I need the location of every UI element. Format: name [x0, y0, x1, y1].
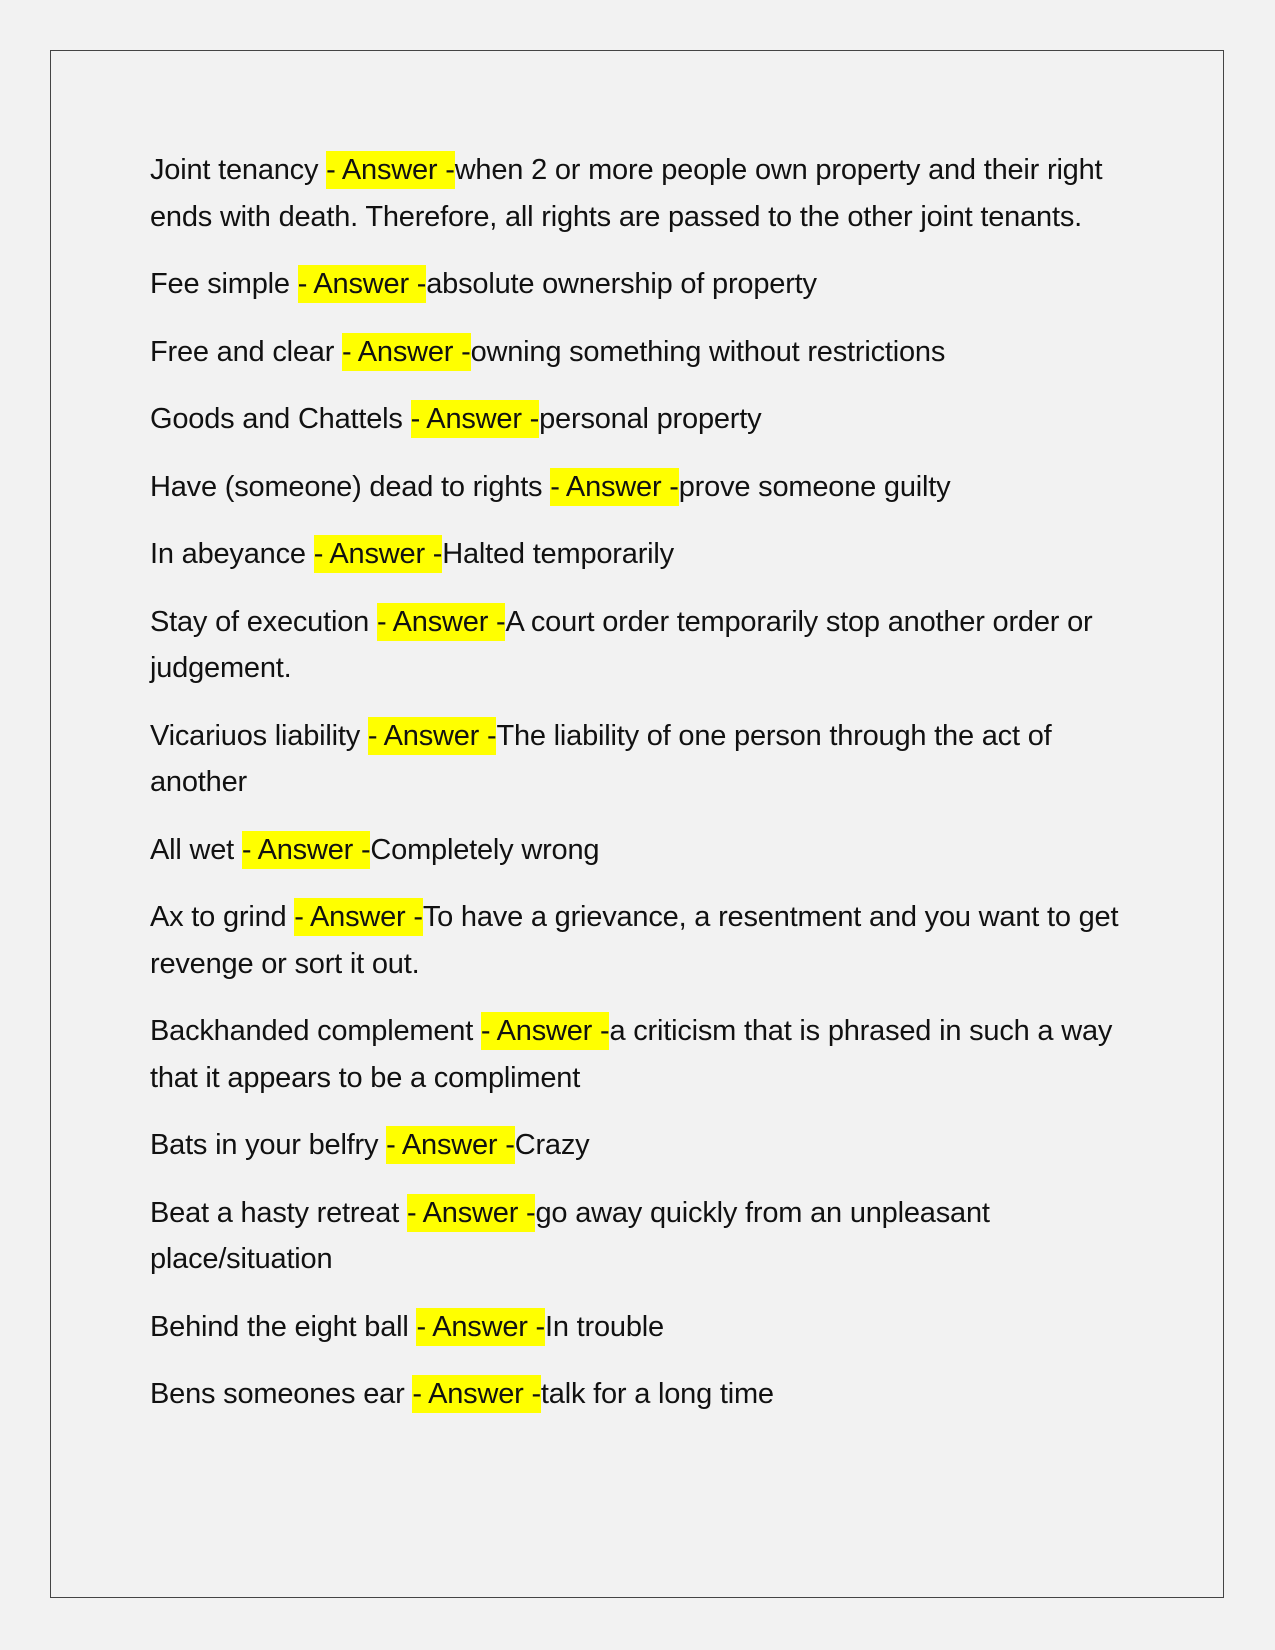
- entry: [150, 147, 1130, 240]
- entry-definition: owning something without restrictions: [470, 335, 946, 368]
- entry: [150, 827, 1130, 874]
- entry-term: In abeyance: [150, 538, 306, 570]
- entry: [150, 599, 1130, 692]
- answer-separator: - Answer -: [481, 1012, 610, 1050]
- entry: [150, 1008, 1130, 1101]
- answer-separator: - Answer -: [411, 400, 540, 438]
- entry-definition: In trouble: [545, 1310, 664, 1343]
- entry-definition: a criticism that is phrased in such a way that it appears to be a compliment: [150, 1015, 1113, 1094]
- entry-term: Goods and Chattels: [150, 403, 403, 435]
- answer-separator: - Answer -: [294, 898, 423, 936]
- entry-definition: talk for a long time: [540, 1378, 774, 1410]
- entry: [150, 1122, 1130, 1169]
- entry: [150, 261, 1130, 308]
- entry-term: All wet: [150, 833, 235, 866]
- entry-term: Joint tenancy: [150, 154, 319, 186]
- entry-definition: personal property: [539, 403, 762, 435]
- entry-definition: Halted temporarily: [442, 538, 674, 570]
- entry-term: Bens someones ear: [150, 1378, 405, 1410]
- entry-term: Backhanded complement: [150, 1015, 474, 1047]
- answer-separator: - Answer -: [377, 603, 506, 641]
- entry: [150, 329, 1130, 376]
- answer-separator: - Answer -: [342, 333, 471, 371]
- entry-term: Free and clear: [150, 335, 335, 368]
- entry-term: Bats in your belfry: [150, 1129, 379, 1161]
- entry-definition: go away quickly from an unpleasant place/situation: [150, 1196, 990, 1275]
- entry-definition: absolute ownership of property: [426, 268, 817, 300]
- entry-definition: prove someone guilty: [678, 470, 951, 503]
- entry: [150, 1190, 1130, 1283]
- entry-term: Beat a hasty retreat: [150, 1196, 400, 1229]
- entry-term: Ax to grind: [150, 901, 287, 933]
- entry-term: Have (someone) dead to rights: [150, 470, 543, 503]
- answer-separator: - Answer -: [550, 468, 679, 506]
- entry: [150, 1304, 1130, 1351]
- entry: [150, 713, 1130, 806]
- entry: [150, 531, 1130, 578]
- answer-separator: - Answer -: [386, 1126, 515, 1164]
- entry-definition: Crazy: [514, 1129, 590, 1161]
- entry-term: Stay of execution: [150, 605, 370, 638]
- entry-definition: Completely wrong: [370, 833, 600, 866]
- entry-definition: A court order temporarily stop another order or judgement.: [150, 605, 1093, 684]
- entry-term: Behind the eight ball: [150, 1310, 409, 1343]
- entry-definition: The liability of one person through the act of another: [150, 719, 1052, 798]
- entry: [150, 396, 1130, 443]
- entry: [150, 894, 1130, 987]
- flashcard-list: [150, 147, 1130, 1439]
- answer-separator: - Answer -: [416, 1308, 545, 1346]
- entry-term: Vicariuos liability: [150, 719, 361, 752]
- entry-term: Fee simple: [150, 268, 290, 300]
- entry: [150, 464, 1130, 511]
- entry-definition: To have a grievance, a resentment and you want to get revenge or sort it out.: [150, 901, 1119, 980]
- answer-separator: - Answer -: [368, 717, 497, 755]
- answer-separator: - Answer -: [298, 265, 427, 303]
- entry-definition: when 2 or more people own property and their right ends with death. Therefore, all rights are passed to the other joint tenants.: [150, 154, 1103, 233]
- answer-separator: - Answer -: [242, 831, 371, 869]
- answer-separator: - Answer -: [407, 1194, 536, 1232]
- answer-separator: - Answer -: [412, 1375, 541, 1413]
- entry: [150, 1371, 1130, 1418]
- answer-separator: - Answer -: [314, 535, 443, 573]
- answer-separator: - Answer -: [326, 151, 455, 189]
